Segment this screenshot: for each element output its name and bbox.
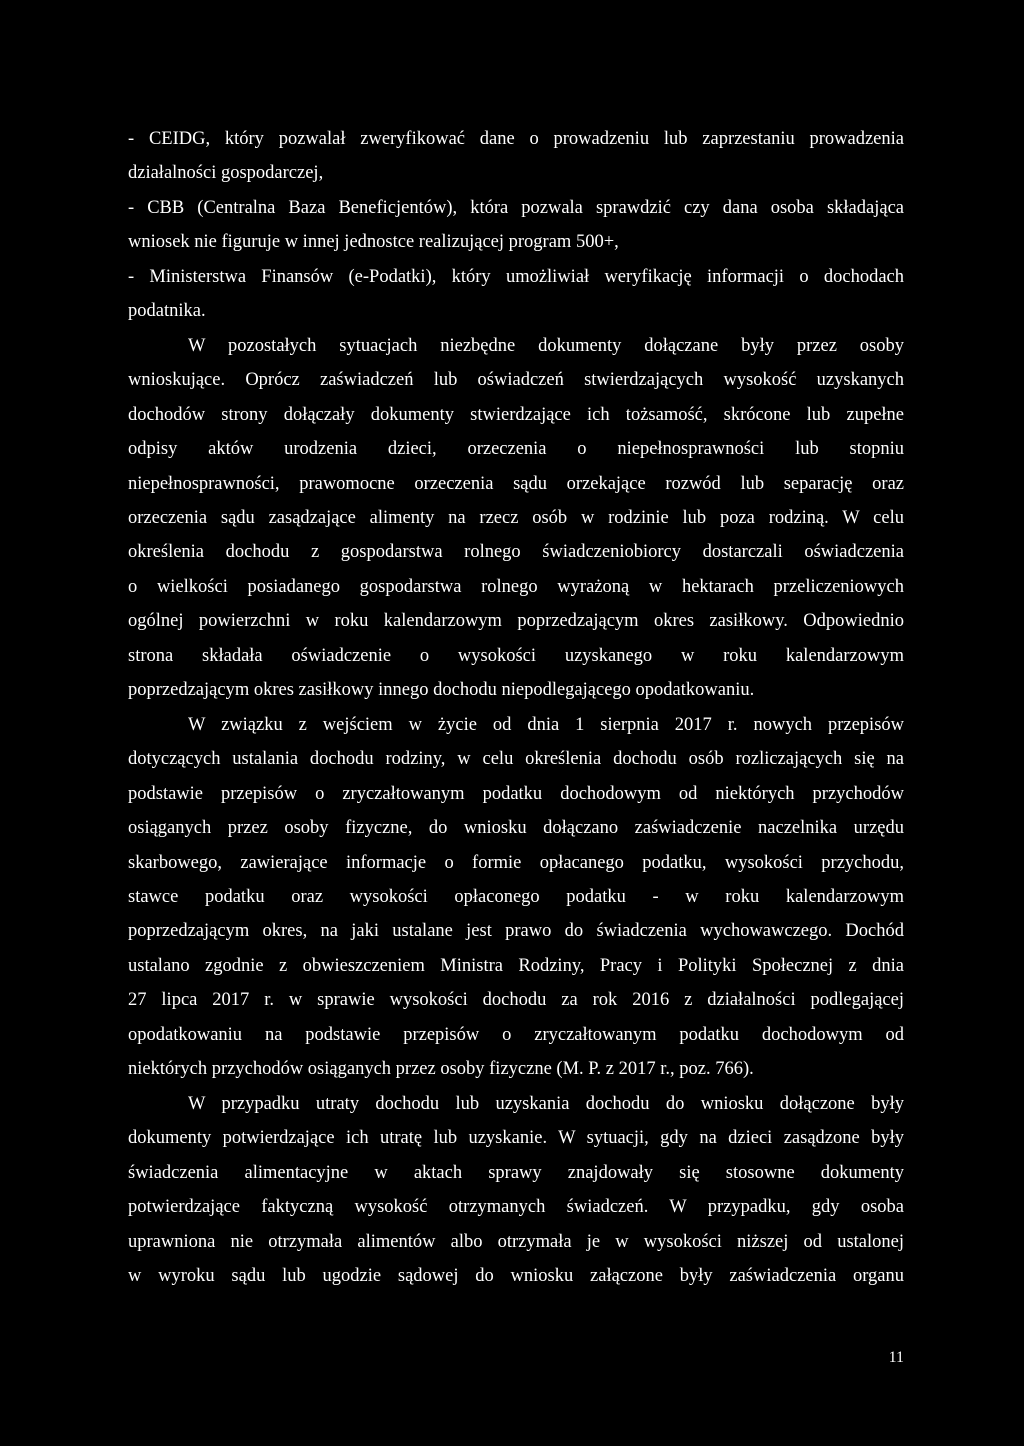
text-line: świadczenia alimentacyjne w aktach sprawy znajdowały się stosowne dokumenty xyxy=(128,1162,904,1183)
text-line: ustalano zgodnie z obwieszczeniem Ministra Rodziny, Pracy i Polityki Społecznej z dnia xyxy=(128,955,904,976)
text-line: uprawniona nie otrzymała alimentów albo otrzymała je w wysokości niższej od ustalonej xyxy=(128,1231,904,1252)
text-line: niektórych przychodów osiąganych przez osoby fizyczne (M. P. z 2017 r., poz. 766). xyxy=(128,1059,754,1080)
document-body xyxy=(128,122,904,1293)
text-line: o wielkości posiadanego gospodarstwa rolnego wyrażoną w hektarach przeliczeniowych xyxy=(128,576,904,597)
text-line: skarbowego, zawierające informacje o formie opłacanego podatku, wysokości przychodu, xyxy=(128,852,904,873)
text-line: osiąganych przez osoby fizyczne, do wniosku dołączano zaświadczenie naczelnika urzędu xyxy=(128,818,904,839)
text-line: poprzedzającym okres zasiłkowy innego dochodu niepodlegającego opodatkowaniu. xyxy=(128,680,755,701)
text-line: opodatkowaniu na podstawie przepisów o zryczałtowanym podatku dochodowym od xyxy=(128,1024,904,1045)
text-line: określenia dochodu z gospodarstwa rolnego świadczeniobiorcy dostarczali oświadczenia xyxy=(128,542,904,563)
text-line: orzeczenia sądu zasądzające alimenty na rzecz osób w rodzinie lub poza rodziną. W celu xyxy=(128,507,904,528)
text-line: - CBB (Centralna Baza Beneficjentów), która pozwala sprawdzić czy dana osoba składająca xyxy=(128,197,904,218)
page-number: 11 xyxy=(888,1349,904,1366)
text-line: W związku z wejściem w życie od dnia 1 sierpnia 2017 r. nowych przepisów xyxy=(188,714,904,735)
text-line: W pozostałych sytuacjach niezbędne dokumenty dołączane były przez osoby xyxy=(188,335,904,356)
text-line: 27 lipca 2017 r. w sprawie wysokości dochodu za rok 2016 z działalności podlegającej xyxy=(128,990,904,1011)
text-line: - Ministerstwa Finansów (e-Podatki), który umożliwiał weryfikację informacji o dochodach xyxy=(128,266,904,287)
text-line: dotyczących ustalania dochodu rodziny, w celu określenia dochodu osób rozliczających się na xyxy=(128,749,904,770)
text-line: W przypadku utraty dochodu lub uzyskania dochodu do wniosku dołączone były xyxy=(188,1093,904,1114)
text-line: wniosek nie figuruje w innej jednostce realizującej program 500+, xyxy=(128,232,619,253)
text-line: ogólnej powierzchni w roku kalendarzowym poprzedzającym okres zasiłkowy. Odpowiednio xyxy=(128,611,904,632)
text-line: niepełnosprawności, prawomocne orzeczenia sądu orzekające rozwód lub separację oraz xyxy=(128,473,904,494)
text-line: w wyroku sądu lub ugodzie sądowej do wniosku załączone były zaświadczenia organu xyxy=(128,1265,904,1286)
text-line: strona składała oświadczenie o wysokości uzyskanego w roku kalendarzowym xyxy=(128,645,904,666)
text-line: potwierdzające faktyczną wysokość otrzymanych świadczeń. W przypadku, gdy osoba xyxy=(128,1197,904,1218)
text-line: - CEIDG, który pozwalał zweryfikować dane o prowadzeniu lub zaprzestaniu prowadzenia xyxy=(128,129,904,149)
text-line: wnioskujące. Oprócz zaświadczeń lub oświadczeń stwierdzających wysokość uzyskanych xyxy=(128,370,904,391)
text-line: dokumenty potwierdzające ich utratę lub uzyskanie. W sytuacji, gdy na dzieci zasądzone były xyxy=(128,1128,904,1149)
text-line: stawce podatku oraz wysokości opłaconego podatku - w roku kalendarzowym xyxy=(128,886,904,907)
text-line: odpisy aktów urodzenia dzieci, orzeczenia o niepełnosprawności lub stopniu xyxy=(128,439,904,460)
text-line: działalności gospodarczej, xyxy=(128,163,324,184)
text-line: podstawie przepisów o zryczałtowanym podatku dochodowym od niektórych przychodów xyxy=(128,783,904,804)
text-line: podatnika. xyxy=(128,301,206,322)
text-line: dochodów strony dołączały dokumenty stwierdzające ich tożsamość, skrócone lub zupełne xyxy=(128,404,904,425)
text-line: poprzedzającym okres, na jaki ustalane jest prawo do świadczenia wychowawczego. Dochód xyxy=(128,921,904,942)
